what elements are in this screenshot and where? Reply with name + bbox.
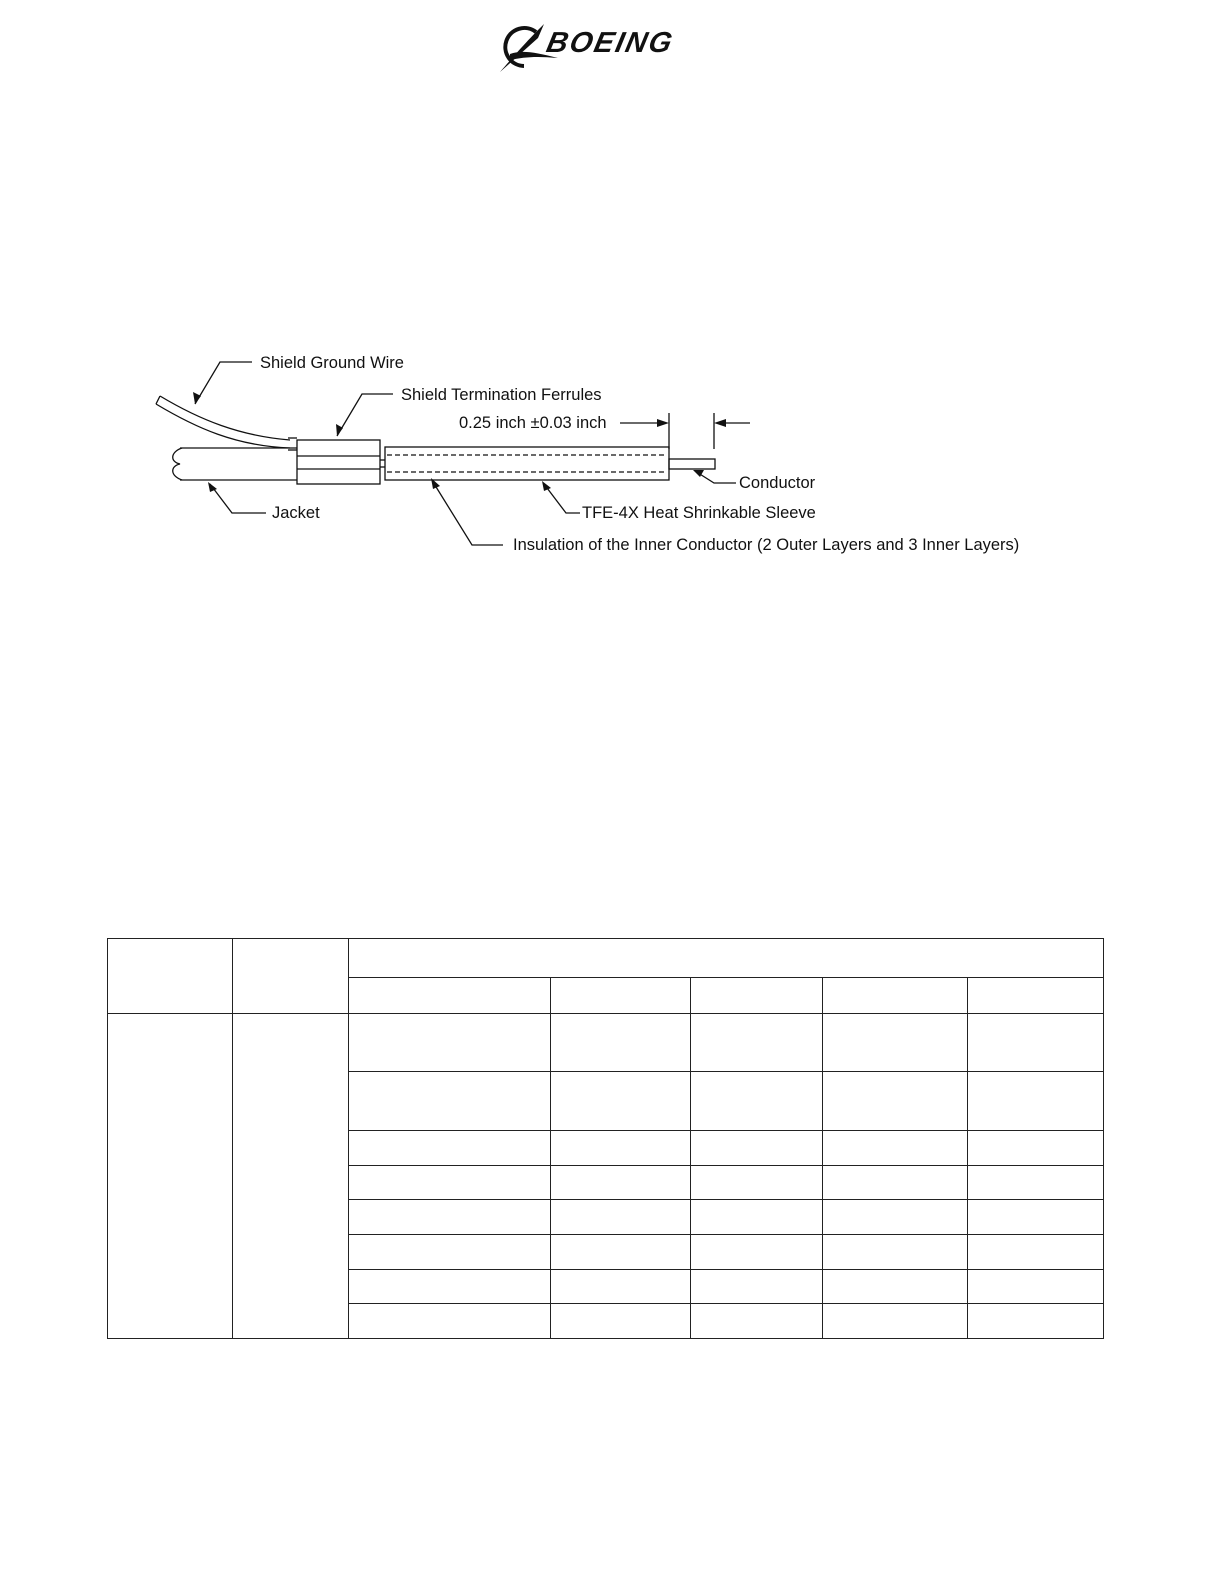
table-cell <box>691 1165 823 1200</box>
table-cell <box>968 1130 1104 1165</box>
boeing-logo <box>494 20 730 78</box>
table-cell <box>968 1200 1104 1235</box>
table-cell <box>691 1013 823 1072</box>
table-cell <box>108 1013 233 1338</box>
table-cell <box>968 1072 1104 1131</box>
table-cell <box>551 978 691 1014</box>
table-cell <box>968 1304 1104 1339</box>
table-cell <box>551 1234 691 1269</box>
label-heat-shrink-sleeve: TFE-4X Heat Shrinkable Sleeve <box>582 504 816 522</box>
table-cell <box>823 978 968 1014</box>
label-shield-termination-ferrules: Shield Termination Ferrules <box>401 386 602 404</box>
table-cell <box>551 1072 691 1131</box>
table-cell <box>691 1072 823 1131</box>
table-cell <box>968 1269 1104 1304</box>
table-cell <box>823 1165 968 1200</box>
data-table <box>107 938 1104 1339</box>
table-cell <box>551 1130 691 1165</box>
conductor-tip <box>669 459 715 469</box>
table-cell <box>823 1234 968 1269</box>
table-row <box>108 939 1104 978</box>
table-cell <box>691 1234 823 1269</box>
shield-ground-wire-path <box>160 396 290 440</box>
table-cell <box>691 1304 823 1339</box>
table-cell <box>551 1200 691 1235</box>
logo-text: BOEING <box>543 26 678 59</box>
table-cell <box>551 1013 691 1072</box>
label-dimension: 0.25 inch ±0.03 inch <box>459 414 607 432</box>
table-cell <box>349 1165 551 1200</box>
label-jacket: Jacket <box>272 504 320 522</box>
table-cell <box>968 1165 1104 1200</box>
table-cell <box>823 1304 968 1339</box>
table-cell <box>349 1234 551 1269</box>
table-cell <box>968 978 1104 1014</box>
table-cell <box>823 1269 968 1304</box>
table-cell <box>233 939 349 1014</box>
table-cell <box>349 978 551 1014</box>
heat-shrink-sleeve <box>385 447 669 480</box>
table-cell <box>551 1165 691 1200</box>
table-cell <box>691 1200 823 1235</box>
table-cell <box>691 978 823 1014</box>
table-cell <box>349 1013 551 1072</box>
table-cell <box>823 1130 968 1165</box>
boeing-symbol-icon <box>494 20 730 78</box>
label-insulation: Insulation of the Inner Conductor (2 Outer Layers and 3 Inner Layers) <box>513 536 1020 554</box>
table-cell <box>349 1304 551 1339</box>
cable-termination-figure <box>0 340 1223 570</box>
table-cell <box>108 939 233 1014</box>
table-cell <box>349 1200 551 1235</box>
table-cell <box>349 1130 551 1165</box>
table-cell <box>691 1269 823 1304</box>
table-cell <box>823 1200 968 1235</box>
table-cell <box>823 1072 968 1131</box>
table-cell <box>349 1072 551 1131</box>
table-cell <box>349 1269 551 1304</box>
table-row <box>108 1013 1104 1072</box>
table-cell <box>823 1013 968 1072</box>
table-cell <box>551 1269 691 1304</box>
label-shield-ground-wire: Shield Ground Wire <box>260 354 404 372</box>
label-conductor: Conductor <box>739 474 816 492</box>
table-cell <box>349 939 1104 978</box>
ferrule-1 <box>297 440 380 484</box>
table-cell <box>968 1013 1104 1072</box>
table-cell <box>551 1304 691 1339</box>
table-cell <box>968 1234 1104 1269</box>
table-cell <box>691 1130 823 1165</box>
table-cell <box>233 1013 349 1338</box>
